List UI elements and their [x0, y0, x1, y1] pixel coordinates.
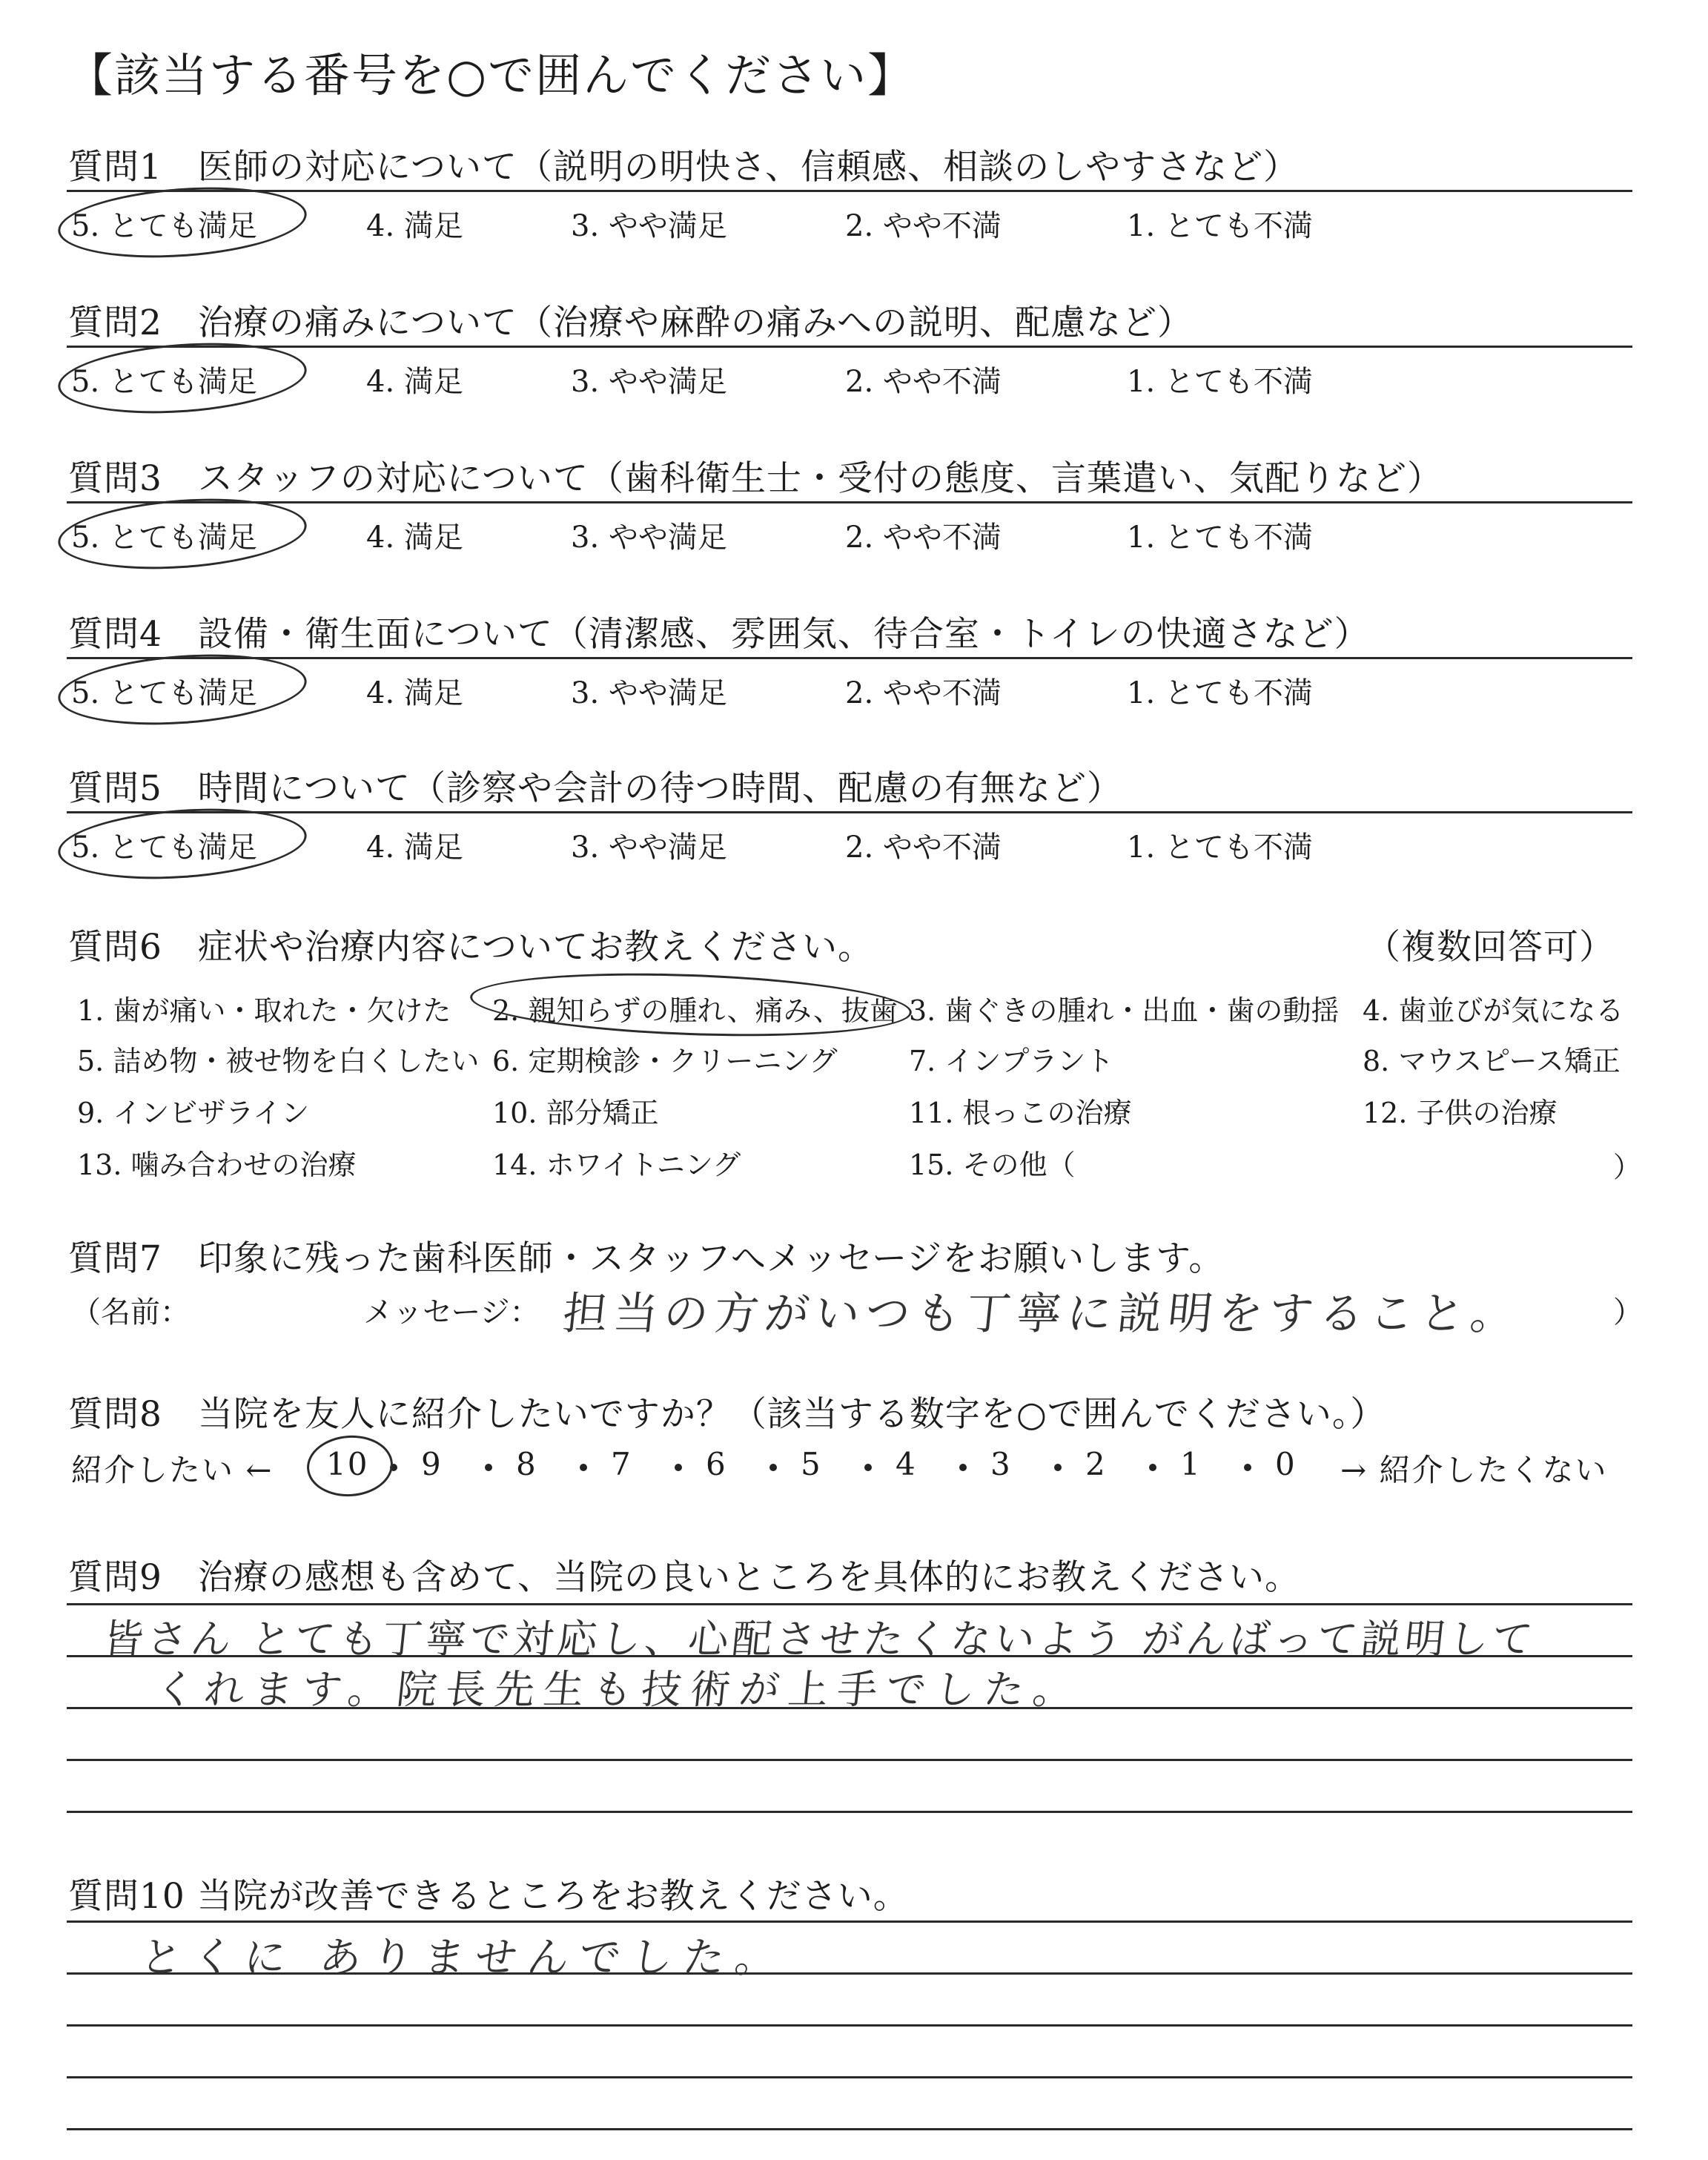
q2-option-5[interactable]: 5. とても満足 [71, 365, 257, 399]
q2-selected-circle [56, 335, 309, 420]
q6-option-13[interactable]: 13. 噛み合わせの治療 [77, 1149, 357, 1181]
q3-option-2[interactable]: 2. やや不満 [845, 521, 1002, 555]
q6-option-14[interactable]: 14. ホワイトニング [492, 1149, 741, 1181]
q1-option-2[interactable]: 2. やや不満 [845, 209, 1002, 243]
q4-selected-circle [56, 647, 309, 732]
q7-title: 質問7 印象に残った歯科医師・スタッフへメッセージをお願いします。 [68, 1238, 1225, 1279]
q2-option-2[interactable]: 2. やや不満 [845, 365, 1002, 399]
q8-scale-separator-dot [1054, 1464, 1062, 1471]
q5-option-2[interactable]: 2. やや不満 [845, 830, 1002, 865]
q8-scale-9[interactable]: 9 [421, 1446, 443, 1482]
q8-scale-5[interactable]: 5 [801, 1446, 822, 1482]
q6-option-5[interactable]: 5. 詰め物・被せ物を白くしたい [77, 1045, 480, 1077]
q5-selected-circle [56, 801, 309, 886]
q8-scale-10[interactable]: 10 [326, 1446, 369, 1482]
q5-option-4[interactable]: 4. 満足 [366, 830, 463, 865]
q6-option-8[interactable]: 8. マウスピース矯正 [1363, 1045, 1621, 1077]
q1-option-3[interactable]: 3. やや満足 [571, 209, 727, 243]
q10-line-4 [67, 2076, 1632, 2078]
q9-answer-line-1[interactable]: 皆さん とても丁寧で対応し、心配させたくないよう がんばって説明して [101, 1616, 1539, 1662]
q1-title: 質問1 医師の対応について（説明の明快さ、信頼感、相談のしやすさなど） [68, 147, 1300, 188]
q6-selected-circle [469, 967, 913, 1043]
q6-option-4[interactable]: 4. 歯並びが気になる [1363, 994, 1624, 1027]
q4-option-3[interactable]: 3. やや満足 [571, 676, 727, 710]
q4-rule [67, 657, 1632, 659]
q9-line-5 [67, 1811, 1632, 1813]
q8-scale-3[interactable]: 3 [990, 1446, 1012, 1482]
q4-title: 質問4 設備・衛生面について（清潔感、雰囲気、待合室・トイレの快適さなど） [68, 614, 1370, 655]
q3-title: 質問3 スタッフの対応について（歯科衛生士・受付の態度、言葉遣い、気配りなど） [68, 458, 1443, 499]
q5-option-3[interactable]: 3. やや満足 [571, 830, 727, 865]
q8-scale-separator-dot [769, 1464, 777, 1471]
q6-option-2[interactable]: 2. 親知らずの腫れ、痛み、抜歯 [492, 994, 898, 1027]
q10-answer-line-1[interactable]: とくに ありませんでした。 [138, 1934, 790, 1982]
q7-message-handwritten[interactable]: 担当の方がいつも丁寧に説明をすること。 [560, 1288, 1524, 1340]
q8-scale-separator-dot [485, 1464, 492, 1471]
q8-scale-6[interactable]: 6 [706, 1446, 727, 1482]
q7-close: ） [1613, 1295, 1643, 1330]
q1-option-4[interactable]: 4. 満足 [366, 209, 463, 243]
q5-rule [67, 811, 1632, 813]
q8-scale-0[interactable]: 0 [1275, 1446, 1297, 1482]
q10-line-3 [67, 2024, 1632, 2027]
q9-line-1 [67, 1603, 1632, 1605]
q8-scale-separator-dot [1244, 1464, 1251, 1471]
q6-option-7[interactable]: 7. インプラント [909, 1045, 1114, 1077]
q6-other-close: ） [1613, 1151, 1642, 1183]
q1-option-5[interactable]: 5. とても満足 [71, 209, 257, 243]
q5-title: 質問5 時間について（診察や会計の待つ時間、配慮の有無など） [68, 768, 1122, 809]
form-instruction-header: 【該当する番号を○で囲んでください】 [67, 48, 916, 102]
q1-rule [67, 190, 1632, 192]
q3-option-1[interactable]: 1. とても不満 [1127, 521, 1313, 555]
q8-selected-circle [305, 1433, 394, 1499]
q8-scale-1[interactable]: 1 [1180, 1446, 1202, 1482]
q4-option-5[interactable]: 5. とても満足 [71, 676, 257, 710]
q4-option-1[interactable]: 1. とても不満 [1127, 676, 1313, 710]
q8-title: 質問8 当院を友人に紹介したいですか？（該当する数字を○で囲んでください。） [68, 1394, 1386, 1435]
q3-option-4[interactable]: 4. 満足 [366, 521, 463, 555]
q2-title: 質問2 治療の痛みについて（治療や麻酔の痛みへの説明、配慮など） [68, 303, 1194, 343]
q6-option-6[interactable]: 6. 定期検診・クリーニング [492, 1045, 838, 1077]
q8-scale-8[interactable]: 8 [516, 1446, 537, 1482]
q6-option-1[interactable]: 1. 歯が痛い・取れた・欠けた [77, 994, 451, 1027]
q2-option-1[interactable]: 1. とても不満 [1127, 365, 1313, 399]
q6-option-12[interactable]: 12. 子供の治療 [1363, 1097, 1558, 1129]
q6-note: （複数回答可） [1366, 927, 1615, 968]
q4-option-2[interactable]: 2. やや不満 [845, 676, 1002, 710]
q8-scale-7[interactable]: 7 [611, 1446, 632, 1482]
q3-option-3[interactable]: 3. やや満足 [571, 521, 727, 555]
q8-left-label: 紹介したい ← [71, 1452, 274, 1488]
q3-selected-circle [56, 491, 309, 576]
q3-rule [67, 501, 1632, 503]
q6-option-9[interactable]: 9. インビザライン [77, 1097, 310, 1129]
q9-title: 質問9 治療の感想も含めて、当院の良いところを具体的にお教えください。 [68, 1557, 1300, 1598]
q8-scale-separator-dot [675, 1464, 682, 1471]
q8-right-label: → 紹介したくない [1340, 1452, 1608, 1488]
q6-option-11[interactable]: 11. 根っこの治療 [909, 1097, 1132, 1129]
q3-option-5[interactable]: 5. とても満足 [71, 521, 257, 555]
q2-option-4[interactable]: 4. 満足 [366, 365, 463, 399]
q7-name-label: （名前： [71, 1295, 190, 1330]
q6-title: 質問6 症状や治療内容についてお教えください。 [68, 927, 873, 968]
q6-option-3[interactable]: 3. 歯ぐきの腫れ・出血・歯の動揺 [909, 994, 1340, 1027]
q10-line-1 [67, 1920, 1632, 1923]
q7-message-label: メッセージ： [363, 1295, 540, 1330]
q1-option-1[interactable]: 1. とても不満 [1127, 209, 1313, 243]
q8-scale-separator-dot [959, 1464, 967, 1471]
q4-option-4[interactable]: 4. 満足 [366, 676, 463, 710]
q6-option-10[interactable]: 10. 部分矯正 [492, 1097, 659, 1129]
q10-line-5 [67, 2128, 1632, 2130]
q8-scale-separator-dot [580, 1464, 587, 1471]
q6-option-15[interactable]: 15. その他（ [909, 1149, 1076, 1181]
q9-answer-line-2[interactable]: くれます。院長先生も技術が上手でした。 [153, 1666, 1085, 1713]
q5-option-5[interactable]: 5. とても満足 [71, 830, 257, 865]
q5-option-1[interactable]: 1. とても不満 [1127, 830, 1313, 865]
q8-scale-separator-dot [864, 1464, 872, 1471]
q8-scale-separator-dot [1149, 1464, 1156, 1471]
q1-selected-circle [56, 179, 309, 265]
q2-rule [67, 346, 1632, 348]
q10-title: 質問10 当院が改善できるところをお教えください。 [68, 1876, 909, 1917]
q9-line-4 [67, 1759, 1632, 1761]
q8-scale-2[interactable]: 2 [1085, 1446, 1107, 1482]
q8-scale-4[interactable]: 4 [896, 1446, 917, 1482]
q2-option-3[interactable]: 3. やや満足 [571, 365, 727, 399]
